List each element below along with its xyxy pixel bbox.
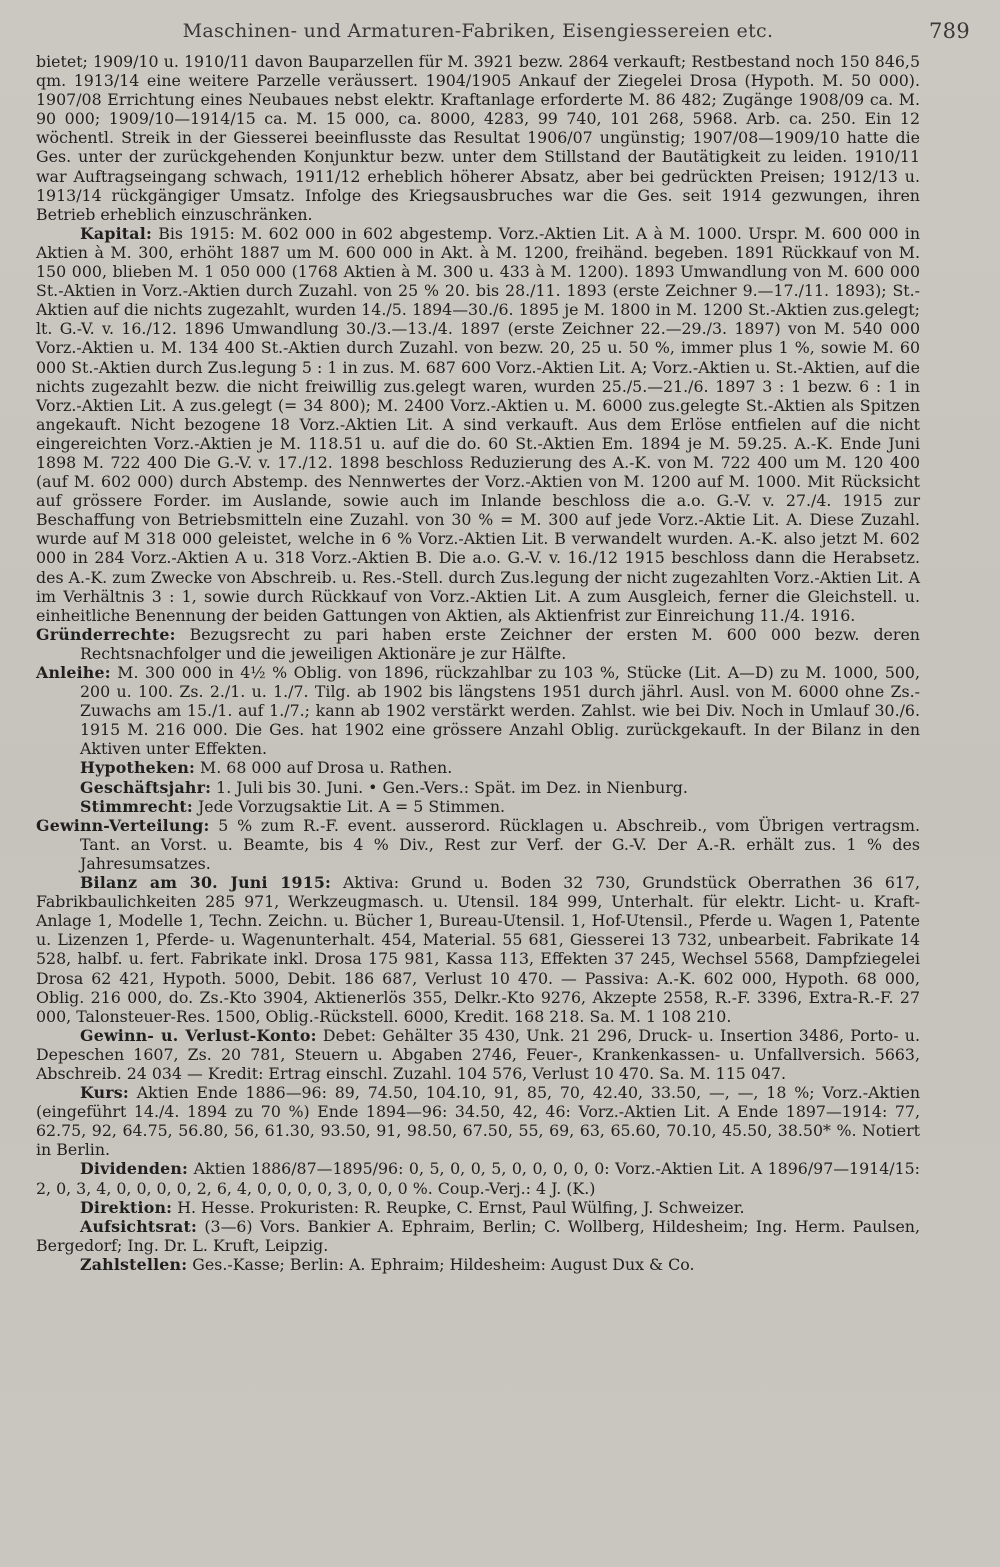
section-label: Gewinn- u. Verlust-Konto: xyxy=(80,1025,317,1045)
paragraph xyxy=(36,758,920,777)
section-label: Direktion: xyxy=(80,1197,173,1217)
paragraph xyxy=(36,778,920,797)
paragraph xyxy=(36,52,920,224)
section-label: Zahlstellen: xyxy=(80,1254,188,1274)
section-label: Geschäftsjahr: xyxy=(80,777,212,797)
paragraph-text: Ges.-Kasse; Berlin: A. Ephraim; Hildesheim: August Dux & Co. xyxy=(187,1254,695,1274)
paragraph-text: Aktien 1886/87—1895/96: 0, 5, 0, 0, 5, 0, 0, 0, 0, 0: Vorz.-Aktien Lit. A 1896/97—1914/15: 2, 0, 3, 4, 0, 0, 0, 0, 2, 6, 4, 0, 0, 0, 0, 3, 0, 0, 0 %. Coup.-Verj.: 4 J. (K.) xyxy=(36,1159,920,1198)
paragraph xyxy=(36,1255,920,1274)
header-title: Maschinen- und Armaturen-Fabriken, Eisengiessereien etc. xyxy=(182,20,774,42)
running-header xyxy=(36,14,970,48)
paragraph xyxy=(36,224,920,625)
section-label: Gewinn-Verteilung: xyxy=(36,815,210,835)
paragraph-text: 1. Juli bis 30. Juni. • Gen.-Vers.: Spät. im Dez. in Nienburg. xyxy=(211,777,688,797)
section-label: Gründerrechte: xyxy=(36,624,176,644)
section-label: Dividenden: xyxy=(80,1159,189,1179)
paragraph-text: Bezugsrecht zu pari haben erste Zeichner der ersten M. 600 000 bezw. deren Rechtsnachfolger und die jeweiligen Aktionäre je zur Hälfte. xyxy=(80,624,920,663)
page-number: 789 xyxy=(929,19,970,43)
section-label: Hypotheken: xyxy=(80,758,196,778)
paragraph xyxy=(36,1083,920,1159)
paragraph xyxy=(36,1026,920,1083)
paragraph-text: M. 68 000 auf Drosa u. Rathen. xyxy=(195,758,453,778)
section-label: Aufsichtsrat: xyxy=(80,1216,198,1236)
paragraph-text: Bis 1915: M. 602 000 in 602 abgestemp. Vorz.-Aktien Lit. A à M. 1000. Urspr. M. 600 000 in Aktien à M. 300, erhöht 1887 um M. 600 000 in Akt. à M. 1200, freihänd. begeben. 1891 Rückkauf von M. 150 000, blieben M. 1 050 000 (1768 Aktien à M. 300 u. 433 à M. 1200). 1893 Umwandlung von M. 600 000 St.-Aktien in Vorz.-Aktien durch Zuzahl. von 25 % 20. bis 28./11. 1893 (erste Zeichner 9.—17./11. 1893); St.-Aktien auf die nichts zugezahlt, wurden 14./5. 1894—30./6. 1895 je M. 1800 in M. 1200 St.-Aktien zus.gelegt; lt. G.-V. v. 16./12. 1896 Umwandlung 30./3.—13./4. 1897 (erste Zeichner 22.—29./3. 1897) von M. 540 000 Vorz.-Aktien u. M. 134 400 St.-Aktien durch Zuzahl. von bezw. 20, 25 u. 50 %, immer plus 1 %, sowie M. 60 000 St.-Aktien durch Zus.legung 5 : 1 in zus. M. 687 600 Vorz.-Aktien Lit. A; Vorz.-Aktien u. St.-Aktien, auf die nichts zugezahlt bezw. die nicht freiwillig zus.gelegt waren, wurden 25./5.—21./6. 1897 3 : 1 bezw. 6 : 1 in Vorz.-Aktien Lit. A zus.gelegt (= 34 800); M. 2400 Vorz.-Aktien u. M. 6000 zus.gelegte St.-Aktien als Spitzen angekauft. Nicht bezogene 18 Vorz.-Aktien Lit. A sind verkauft. Aus dem Erlöse entfielen auf die nicht eingereichten Vorz.-Aktien je M. 118.51 u. auf die do. 60 St.-Aktien Em. 1894 je M. 59.25. A.-K. Ende Juni 1898 M. 722 400 Die G.-V. v. 17./12. 1898 beschloss Reduzierung des A.-K. von M. 722 400 um M. 120 400 (auf M. 602 000) durch Abstemp. des Nennwertes der Vorz.-Aktien von M. 1200 auf M. 1000. Mit Rücksicht auf grössere Forder. im Auslande, sowie auch im Inlande beschloss die a.o. G.-V. v. 27./4. 1915 zur Beschaffung von Betriebsmitteln eine Zuzahl. von 30 % = M. 300 auf jede Vorz.-Aktie Lit. A. Diese Zuzahl. wurde auf M 318 000 geleistet, welche in 6 % Vorz.-Aktien Lit. B verwandelt wurden. A.-K. also jetzt M. 602 000 in 284 Vorz.-Aktien A u. 318 Vorz.-Aktien B. Die a.o. G.-V. v. 16./12 1915 beschloss dann die Herabsetz. des A.-K. zum Zwecke von Abschreib. u. Res.-Stell. durch Zus.legung der nicht zugezahlten Vorz.-Aktien Lit. A im Verhältnis 3 : 1, sowie durch Rückkauf von Vorz.-Aktien Lit. A zum Ausgleich, ferner die Gleichstell. u. einheitliche Benennung der beiden Gattungen von Aktien, als Aktienfrist zur Einreichung 11./4. 1916. xyxy=(36,223,920,625)
paragraph-text: (3—6) Vors. Bankier A. Ephraim, Berlin; C. Wollberg, Hildesheim; Ing. Herm. Paulsen, Bergedorf; Ing. Dr. L. Kruft, Leipzig. xyxy=(36,1216,920,1255)
paragraph-text: Aktiva: Grund u. Boden 32 730, Grundstück Oberrathen 36 617, Fabrikbaulichkeiten 285 971, Werkzeugmasch. u. Utensil. 184 999, Unterhalt. für elektr. Licht- u. Kraft-Anlage 1, Modelle 1, Techn. Zeichn. u. Bücher 1, Bureau-Utensil. 1, Hof-Utensil., Pferde u. Wagen 1, Patente u. Lizenzen 1, Pferde- u. Wagenunterhalt. 454, Material. 55 681, Giesserei 13 732, unbearbeit. Fabrikate 14 528, halbf. u. fert. Fabrikate inkl. Drosa 175 981, Kassa 113, Effekten 37 245, Wechsel 5568, Dampfziegelei Drosa 62 421, Hypoth. 5000, Debit. 186 687, Verlust 10 470. — Passiva: A.-K. 602 000, Hypoth. 68 000, Oblig. 216 000, do. Zs.-Kto 3904, Aktienerlös 355, Delkr.-Kto 9276, Akzepte 2558, R.-F. 3396, Extra-R.-F. 27 000, Talonsteuer-Res. 1500, Oblig.-Rückstell. 6000, Kredit. 168 218. Sa. M. 1 108 210. xyxy=(36,873,920,1026)
paragraph xyxy=(36,1159,920,1197)
document-body xyxy=(36,52,920,1274)
paragraph xyxy=(36,663,920,758)
section-label: Bilanz am 30. Juni 1915: xyxy=(80,873,332,893)
paragraph xyxy=(36,873,920,1026)
paragraph-text: Debet: Gehälter 35 430, Unk. 21 296, Druck- u. Insertion 3486, Porto- u. Depeschen 1607, Zs. 20 781, Steuern u. Abgaben 2746, Feuer-, Krankenkassen- u. Unfallversich. 5663, Abschreib. 24 034 — Kredit: Ertrag einschl. Zuzahl. 104 576, Verlust 10 470. Sa. M. 115 047. xyxy=(36,1025,920,1083)
paragraph-text: bietet; 1909/10 u. 1910/11 davon Bauparzellen für M. 3921 bezw. 2864 verkauft; Restbestand noch 150 846,5 qm. 1913/14 eine weitere Parzelle veräussert. 1904/1905 Ankauf der Ziegelei Drosa (Hypoth. M. 50 000). 1907/08 Errichtung eines Neubaues nebst elektr. Kraftanlage erforderte M. 86 482; Zugänge 1908/09 ca. M. 90 000; 1909/10—1914/15 ca. M. 15 000, ca. 8000, 4283, 99 740, 101 268, 5968. Arb. ca. 250. Ein 12 wöchentl. Streik in der Giesserei beeinflusste das Resultat 1906/07 ungünstig; 1907/08—1909/10 hatte die Ges. unter der zurückgehenden Konjunktur bezw. unter dem Stillstand der Bautätigkeit zu leiden. 1910/11 war Auftragseingang schwach, 1911/12 erheblich höherer Absatz, aber bei gedrückten Preisen; 1912/13 u. 1913/14 rückgängiger Umsatz. Infolge des Kriegsausbruches war die Ges. seit 1914 gezwungen, ihren Betrieb erheblich einzuschränken. xyxy=(36,52,920,224)
paragraph xyxy=(36,1198,920,1217)
paragraph-text: 5 % zum R.-F. event. ausserord. Rücklagen u. Abschreib., vom Übrigen vertragsm. Tant. an Vorst. u. Beamte, bis 4 % Div., Rest zur Verf. der G.-V. Der A.-R. erhält zus. 1 % des Jahresumsatzes. xyxy=(80,815,920,873)
section-label: Anleihe: xyxy=(36,663,111,682)
paragraph-text: Jede Vorzugsaktie Lit. A = 5 Stimmen. xyxy=(192,796,506,816)
paragraph-text: M. 300 000 in 4½ % Oblig. von 1896, rückzahlbar zu 103 %, Stücke (Lit. A—D) zu M. 1000, 500, 200 u. 100. Zs. 2./1. u. 1./7. Tilg. ab 1902 bis längstens 1951 durch jährl. Ausl. von M. 6000 ohne Zs.-Zuwachs am 15./1. auf 1./7.; kann ab 1902 verstärkt werden. Zahlst. wie bei Div. Noch in Umlauf 30./6. 1915 M. 216 000. Die Ges. hat 1902 eine grössere Anzahl Oblig. zurückgekauft. In der Bilanz in den Aktiven unter Effekten. xyxy=(80,663,920,759)
paragraph xyxy=(36,1217,920,1255)
section-label: Stimmrecht: xyxy=(80,796,193,816)
section-label: Kapital: xyxy=(80,223,152,243)
paragraph-text: Aktien Ende 1886—96: 89, 74.50, 104.10, 91, 85, 70, 42.40, 33.50, —, —, 18 %; Vorz.-Aktien (eingeführt 14./4. 1894 zu 70 %) Ende 1894—96: 34.50, 42, 46: Vorz.-Aktien Lit. A Ende 1897—1914: 77, 62.75, 92, 64.75, 56.80, 56, 61.30, 93.50, 91, 98.50, 67.50, 55, 69, 63, 65.60, 70.10, 45.50, 38.50* %. Notiert in Berlin. xyxy=(36,1083,920,1160)
paragraph-text: H. Hesse. Prokuristen: R. Reupke, C. Ernst, Paul Wülfing, J. Schweizer. xyxy=(172,1197,745,1217)
paragraph xyxy=(36,797,920,816)
section-label: Kurs: xyxy=(80,1083,129,1103)
paragraph xyxy=(36,816,920,873)
paragraph xyxy=(36,625,920,663)
